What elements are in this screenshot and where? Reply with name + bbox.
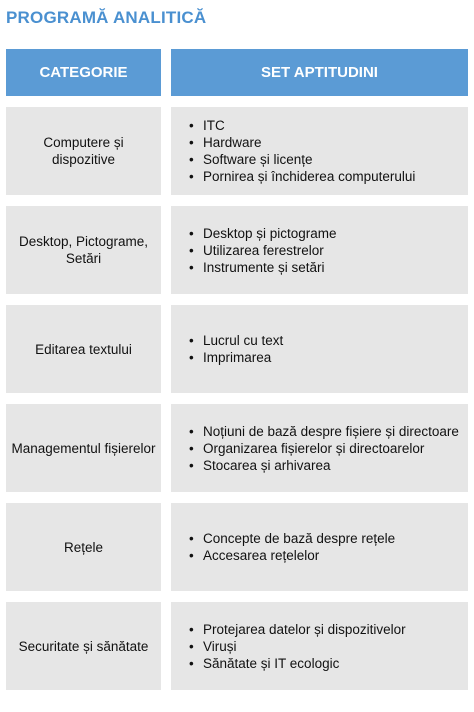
skill-item: • Protejarea datelor și dispozitivelor bbox=[189, 621, 406, 638]
skills-list bbox=[189, 332, 283, 366]
category-cell: Managementul fișierelor bbox=[6, 404, 161, 492]
skills-column-header: SET APTITUDINI bbox=[171, 49, 468, 96]
skill-item: • Sănătate și IT ecologic bbox=[189, 655, 406, 672]
skills-cell bbox=[171, 503, 468, 591]
skill-item: • Instrumente și setări bbox=[189, 259, 337, 276]
skill-item: • Organizarea fișierelor și directoarelor bbox=[189, 440, 459, 457]
skill-item: • Software și licențe bbox=[189, 151, 415, 168]
skill-item: • Hardware bbox=[189, 134, 415, 151]
skill-item: • Stocarea și arhivarea bbox=[189, 457, 459, 474]
table-header-row bbox=[6, 49, 468, 96]
skill-item: • ITC bbox=[189, 117, 415, 134]
category-cell: Securitate și sănătate bbox=[6, 602, 161, 690]
skills-list bbox=[189, 530, 395, 564]
skill-item: • Concepte de bază despre rețele bbox=[189, 530, 395, 547]
skill-item: • Imprimarea bbox=[189, 349, 283, 366]
skills-cell bbox=[171, 602, 468, 690]
skills-list bbox=[189, 621, 406, 672]
skill-item: • Utilizarea ferestrelor bbox=[189, 242, 337, 259]
category-column-header: CATEGORIE bbox=[6, 49, 161, 96]
skills-list bbox=[189, 423, 459, 474]
category-cell: Editarea textului bbox=[6, 305, 161, 393]
table-row bbox=[6, 305, 468, 393]
skills-list bbox=[189, 225, 337, 276]
page-title: PROGRAMĂ ANALITICĂ bbox=[6, 8, 207, 27]
skill-item: • Viruși bbox=[189, 638, 406, 655]
skill-item: • Lucrul cu text bbox=[189, 332, 283, 349]
skill-item: • Pornirea și închiderea computerului bbox=[189, 168, 415, 185]
table-row bbox=[6, 404, 468, 492]
table-row bbox=[6, 206, 468, 294]
category-cell: Desktop, Pictograme, Setări bbox=[6, 206, 161, 294]
skills-cell bbox=[171, 107, 468, 195]
skill-item: • Desktop și pictograme bbox=[189, 225, 337, 242]
skills-cell bbox=[171, 206, 468, 294]
category-cell: Computere și dispozitive bbox=[6, 107, 161, 195]
skill-item: • Accesarea rețelelor bbox=[189, 547, 395, 564]
table-row bbox=[6, 503, 468, 591]
table-row bbox=[6, 107, 468, 195]
curriculum-table bbox=[6, 49, 468, 701]
skill-item: • Noțiuni de bază despre fișiere și directoare bbox=[189, 423, 459, 440]
skills-cell bbox=[171, 404, 468, 492]
skills-cell bbox=[171, 305, 468, 393]
table-row bbox=[6, 602, 468, 690]
category-cell: Rețele bbox=[6, 503, 161, 591]
skills-list bbox=[189, 117, 415, 185]
